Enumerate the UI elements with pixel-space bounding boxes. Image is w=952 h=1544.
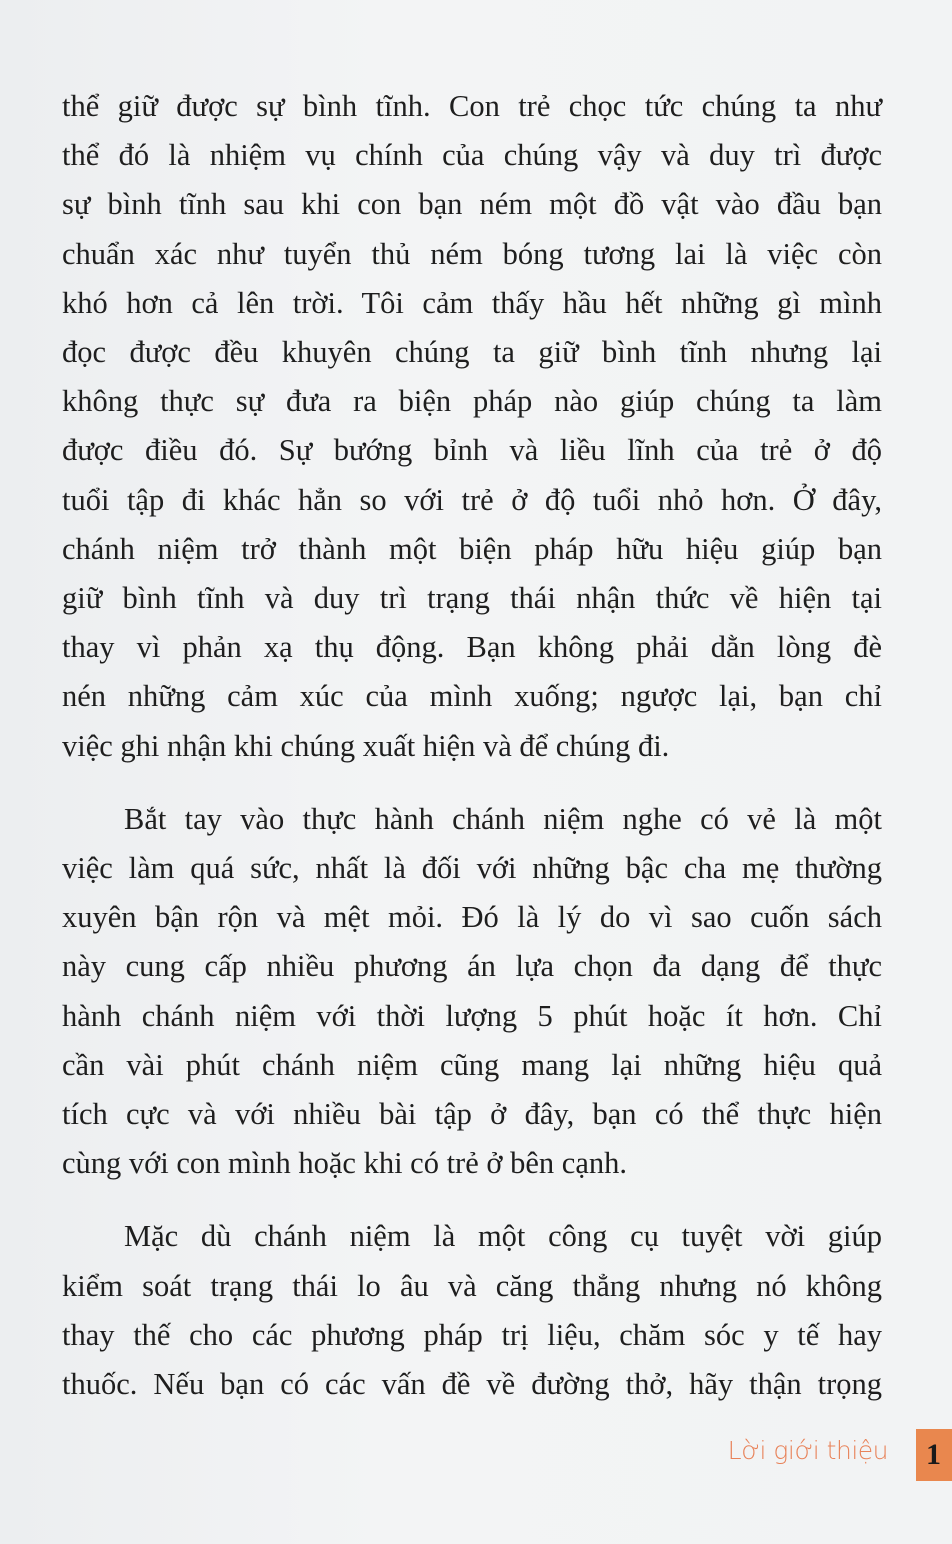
text-line: việc ghi nhận khi chúng xuất hiện và để chúng đi. — [62, 728, 670, 763]
text-line: được điều đó. Sự bướng bỉnh và liều lĩnh của trẻ ở độ — [62, 433, 882, 468]
text-line: Mặc dù chánh niệm là một công cụ tuyệt vời giúp — [124, 1219, 882, 1254]
text-line: giữ bình tĩnh và duy trì trạng thái nhận thức về hiện tại — [62, 581, 882, 616]
text-line: kiểm soát trạng thái lo âu và căng thẳng nhưng nó không — [62, 1268, 882, 1303]
text-line: cần vài phút chánh niệm cũng mang lại những hiệu quả — [62, 1047, 882, 1082]
paragraph-3 — [62, 1212, 882, 1409]
text-line: sự bình tĩnh sau khi con bạn ném một đồ vật vào đầu bạn — [62, 187, 882, 222]
text-line: hành chánh niệm với thời lượng 5 phút hoặc ít hơn. Chỉ — [62, 998, 882, 1033]
body-text — [62, 82, 882, 1409]
text-line: thuốc. Nếu bạn có các vấn đề về đường thở, hãy thận trọng — [62, 1367, 882, 1402]
text-line: nén những cảm xúc của mình xuống; ngược lại, bạn chỉ — [62, 679, 882, 714]
text-line: chuẩn xác như tuyển thủ ném bóng tương lai là việc còn — [62, 236, 882, 271]
paragraph-2 — [62, 795, 882, 1189]
text-line: chánh niệm trở thành một biện pháp hữu hiệu giúp bạn — [62, 531, 882, 566]
text-line: tuổi tập đi khác hẳn so với trẻ ở độ tuổi nhỏ hơn. Ở đây, — [62, 482, 882, 517]
text-line: thể đó là nhiệm vụ chính của chúng vậy và duy trì được — [62, 138, 882, 173]
text-line: việc làm quá sức, nhất là đối với những bậc cha mẹ thường — [62, 851, 882, 886]
text-line: thể giữ được sự bình tĩnh. Con trẻ chọc tức chúng ta như — [62, 89, 882, 123]
text-line: thay thế cho các phương pháp trị liệu, chăm sóc y tế hay — [62, 1317, 882, 1352]
text-line: đọc được đều khuyên chúng ta giữ bình tĩnh nhưng lại — [62, 335, 882, 370]
page-number: 1 — [916, 1429, 952, 1481]
section-label: Lời giới thiệu — [727, 1436, 888, 1465]
text-line: tích cực và với nhiều bài tập ở đây, bạn có thể thực hiện — [62, 1097, 882, 1132]
paragraph-1 — [62, 82, 882, 771]
text-line: xuyên bận rộn và mệt mỏi. Đó là lý do vì sao cuốn sách — [62, 900, 882, 935]
text-line: cùng với con mình hoặc khi có trẻ ở bên cạnh. — [62, 1146, 627, 1181]
text-line: Bắt tay vào thực hành chánh niệm nghe có vẻ là một — [124, 801, 882, 836]
text-line: thay vì phản xạ thụ động. Bạn không phải dằn lòng đè — [62, 630, 882, 665]
text-line: khó hơn cả lên trời. Tôi cảm thấy hầu hết những gì mình — [62, 285, 882, 320]
text-line: này cung cấp nhiều phương án lựa chọn đa dạng để thực — [62, 949, 882, 984]
text-line: không thực sự đưa ra biện pháp nào giúp chúng ta làm — [62, 384, 882, 419]
